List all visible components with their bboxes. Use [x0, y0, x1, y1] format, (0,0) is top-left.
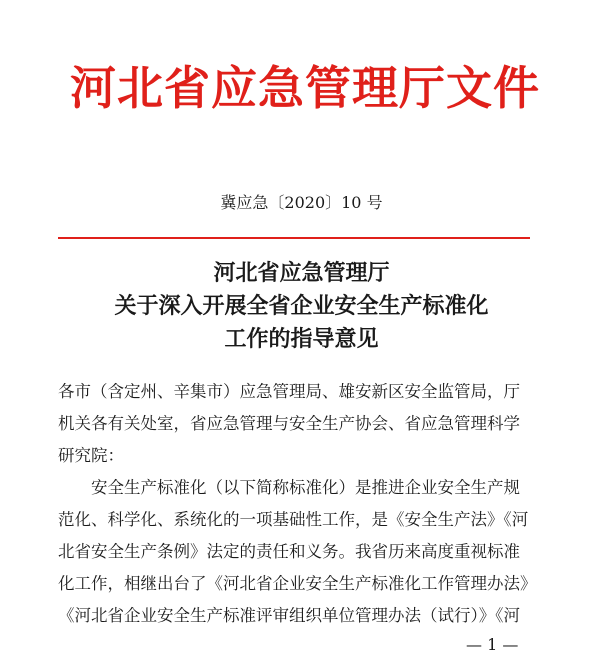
addressee-line: 机关各有关处室，省应急管理与安全生产协会、省应急管理科学 [58, 414, 520, 433]
body-text [58, 376, 536, 632]
notice-title-line: 关于深入开展全省企业安全生产标准化 [114, 293, 489, 319]
document-header-title: 河北省应急管理厅文件 [70, 61, 540, 115]
paragraph-line: 《河北省企业安全生产标准评审组织单位管理办法（试行）》《河 [58, 606, 520, 625]
paragraph-line: 北省安全生产条例》法定的责任和义务。我省历来高度重视标准 [58, 542, 520, 561]
addressee-line: 研究院： [58, 446, 124, 465]
paragraph-line: 化工作，相继出台了《河北省企业安全生产标准化工作管理办法》 [58, 574, 536, 593]
addressee-line: 各市（含定州、辛集市）应急管理局、雄安新区安全监管局，厅 [58, 382, 520, 401]
paragraph-line: 安全生产标准化（以下简称标准化）是推进企业安全生产规 [91, 478, 520, 497]
notice-title-line: 河北省应急管理厅 [213, 260, 390, 286]
paragraph-line: 范化、科学化、系统化的一项基础性工作，是《安全生产法》《河 [58, 510, 529, 529]
notice-title [0, 257, 603, 356]
page-number: — 1 — [466, 635, 519, 654]
document-number: 冀应急〔2020〕10 号 [220, 193, 383, 212]
notice-title-line: 工作的指导意见 [224, 326, 379, 352]
red-divider-line [58, 237, 530, 239]
